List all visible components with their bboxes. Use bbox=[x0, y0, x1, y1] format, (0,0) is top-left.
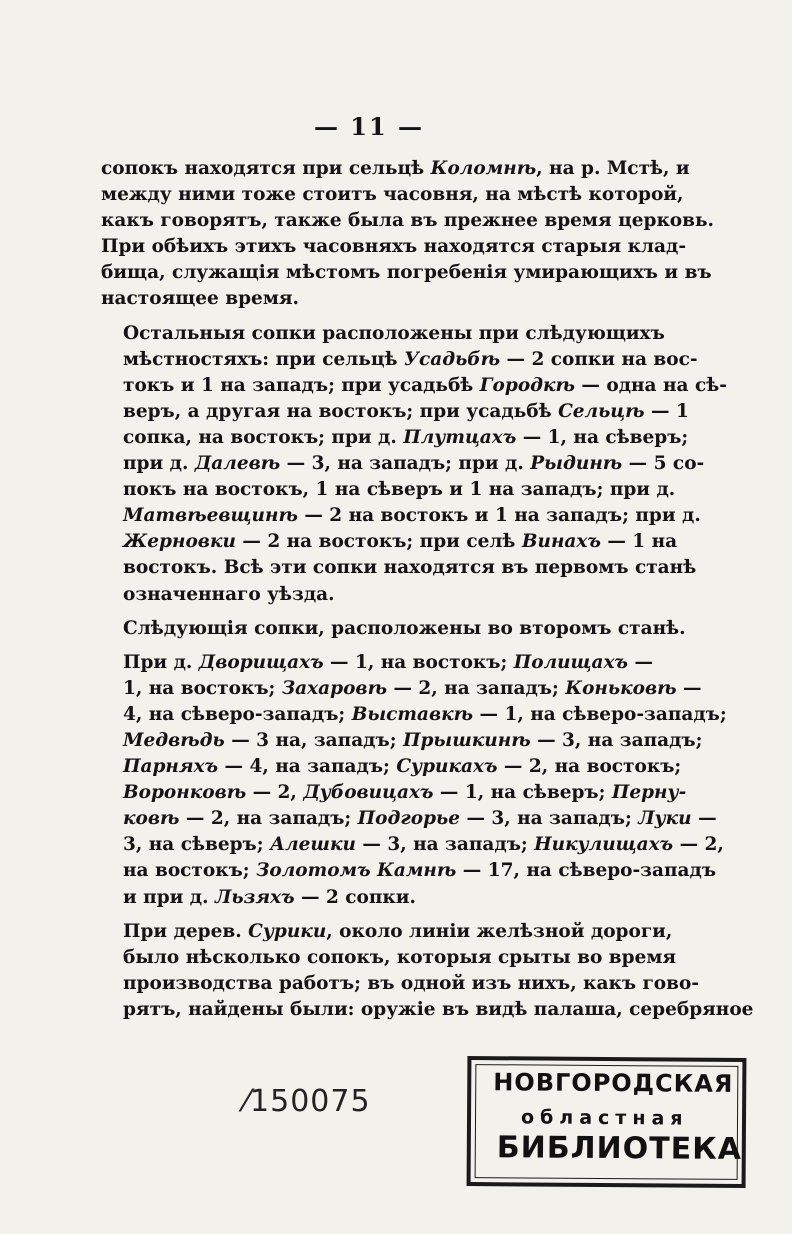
paragraph-1 bbox=[101, 156, 715, 313]
text-line: При д. Дворищахъ — 1, на востокъ; Полищахъ — bbox=[123, 651, 653, 673]
text-line: 1, на востокъ; Захаровѣ — 2, на западъ; Коньковѣ — bbox=[123, 677, 702, 699]
inventory-digits: 150075 bbox=[250, 1084, 371, 1119]
library-stamp bbox=[467, 1056, 747, 1188]
inventory-mark: ⁄ bbox=[244, 1084, 251, 1119]
body-text bbox=[101, 156, 754, 1031]
text-line: мѣстностяхъ: при сельцѣ Усадьбѣ — 2 сопки на вос- bbox=[123, 348, 698, 370]
text-line: и при д. Льзяхъ — 2 сопки. bbox=[123, 886, 416, 908]
page-number: — 11 — bbox=[313, 112, 425, 141]
text-line: сопокъ находятся при сельцѣ Коломнѣ, на р. Мстѣ, и bbox=[101, 158, 690, 179]
text-line: настоящее время. bbox=[101, 288, 299, 310]
paragraph-3 bbox=[101, 616, 686, 642]
paragraph-2 bbox=[101, 321, 727, 608]
stamp-line-1: НОВГОРОДСКАЯ bbox=[493, 1068, 734, 1098]
text-line: востокъ. Всѣ эти сопки находятся въ первомъ станѣ bbox=[123, 557, 697, 579]
paragraph-5 bbox=[101, 919, 754, 1023]
text-line: сопка, на востокъ; при д. Плутцахъ — 1, на сѣверъ; bbox=[123, 426, 689, 448]
text-line: какъ говорятъ, также была въ прежнее время церковь. bbox=[101, 210, 715, 232]
text-line: означеннаго уѣзда. bbox=[123, 583, 335, 605]
text-line: При обѣихъ этихъ часовняхъ находятся старыя клад- bbox=[101, 236, 687, 258]
text-line: покъ на востокъ, 1 на сѣверъ и 1 на западъ; при д. bbox=[123, 479, 676, 501]
text-line: 4, на сѣверо-западъ; Выставкѣ — 1, на сѣверо-западъ; bbox=[123, 703, 727, 725]
text-line: при д. Далевѣ — 3, на западъ; при д. Рыдинѣ — 5 со- bbox=[123, 453, 705, 475]
text-line: Жерновки — 2 на востокъ; при селѣ Винахъ — 1 на bbox=[123, 531, 678, 553]
text-line: Остальныя сопки расположены при слѣдующихъ bbox=[123, 322, 665, 344]
text-line: ковѣ — 2, на западъ; Подгорье — 3, на западъ; Луки — bbox=[123, 808, 717, 830]
inventory-number bbox=[244, 1084, 371, 1119]
text-line: Матвѣевщинѣ — 2 на востокъ и 1 на западъ; при д. bbox=[123, 505, 701, 527]
text-line: веръ, а другая на востокъ; при усадьбѣ Сельцѣ — 1 bbox=[123, 400, 689, 422]
text-line: было нѣсколько сопокъ, которыя срыты во время bbox=[123, 946, 677, 968]
text-line: рятъ, найдены были: оружіе въ видѣ палаша, серебряное bbox=[123, 998, 754, 1020]
stamp-line-2: областная bbox=[520, 1106, 689, 1130]
text-line: Слѣдующія сопки, расположены во второмъ станѣ. bbox=[123, 617, 686, 639]
text-line: При дерев. Сурики, около линіи желѣзной дороги, bbox=[123, 920, 673, 942]
text-line: на востокъ; Золотомъ Камнѣ — 17, на сѣверо-западъ bbox=[123, 860, 717, 882]
stamp-line-3: БИБЛИОТЕКА bbox=[496, 1130, 743, 1167]
text-line: Парняхъ — 4, на западъ; Сурикахъ — 2, на востокъ; bbox=[123, 756, 682, 778]
paragraph-4 bbox=[101, 650, 727, 911]
text-line: между ними тоже стоитъ часовня, на мѣстѣ которой, bbox=[101, 184, 684, 206]
text-line: Медвѣдь — 3 на, западъ; Прышкинѣ — 3, на западъ; bbox=[123, 729, 703, 751]
text-line: Воронковѣ — 2, Дубовицахъ — 1, на сѣверъ; Перну- bbox=[123, 782, 687, 804]
text-line: токъ и 1 на западъ; при усадьбѣ Городкѣ — одна на сѣ- bbox=[123, 374, 727, 396]
text-line: 3, на сѣверъ; Алешки — 3, на западъ; Никулищахъ — 2, bbox=[123, 834, 724, 856]
text-line: производства работъ; въ одной изъ нихъ, какъ гово- bbox=[123, 972, 700, 994]
text-line: бища, служащія мѣстомъ погребенія умирающихъ и въ bbox=[101, 262, 712, 284]
